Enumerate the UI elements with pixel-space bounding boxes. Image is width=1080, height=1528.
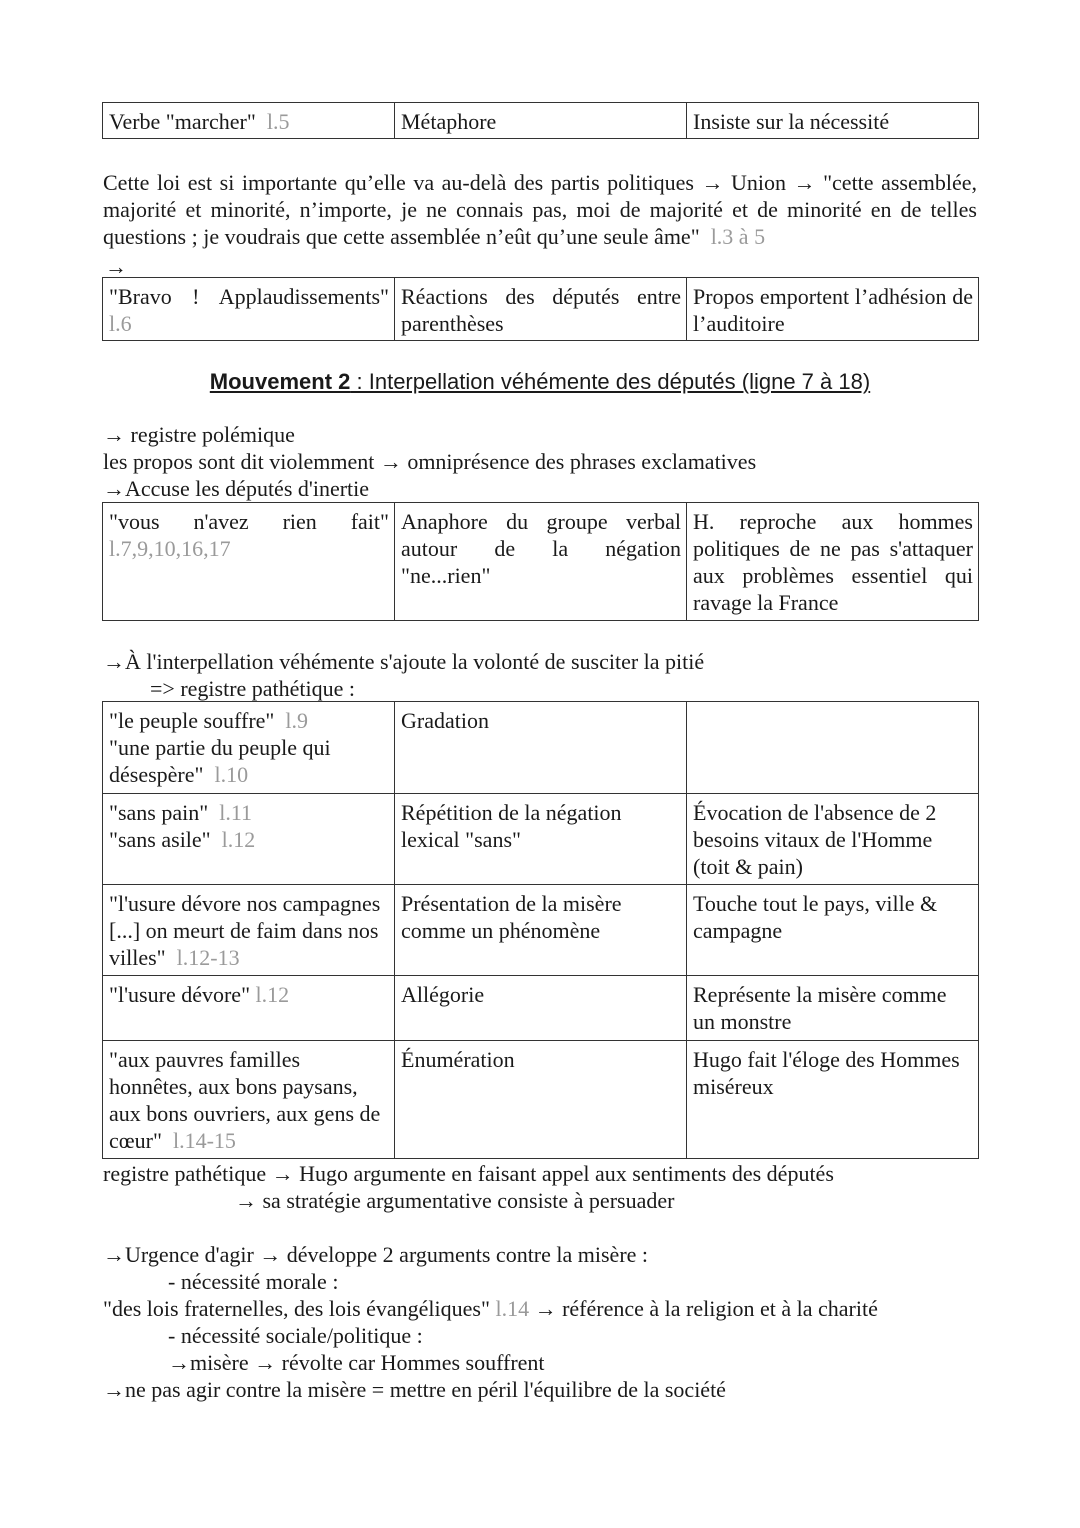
table-cell: Insiste sur la nécessité	[687, 103, 979, 139]
table-row	[103, 1041, 979, 1159]
table-cell: Évocation de l'absence de 2 besoins vitaux de l'Homme (toit & pain)	[687, 794, 979, 885]
table-cell: Hugo fait l'éloge des Hommes miséreux	[687, 1041, 979, 1159]
table-cell: Métaphore	[395, 103, 687, 139]
table-cell: Anaphore du groupe verbal autour de la négation "ne...rien"	[395, 503, 687, 621]
line-ref: l.6	[109, 311, 132, 336]
line-ref: l.12	[255, 982, 290, 1007]
quote-text: "le peuple souffre"	[109, 708, 275, 733]
section-heading	[0, 368, 1080, 395]
table-cell: H. reproche aux hommes politiques de ne pas s'attaquer aux problèmes essentiel qui ravage la France	[687, 503, 979, 621]
line-ref: l.3 à 5	[710, 224, 766, 249]
quote-text: "sans pain"	[109, 800, 209, 825]
table-row	[103, 702, 979, 794]
table-cell	[687, 702, 979, 794]
line-ref: l.5	[266, 109, 290, 134]
text-line: → registre polémique	[103, 422, 295, 447]
text-line: →misère → révolte car Hommes souffrent	[168, 1350, 545, 1375]
text-line: →Urgence d'agir → développe 2 arguments contre la misère :	[103, 1242, 649, 1267]
table-cell: Présentation de la misère comme un phénomène	[395, 885, 687, 976]
quote-text: "des lois fraternelles, des lois évangéliques"	[103, 1296, 490, 1321]
text-line	[103, 1295, 878, 1322]
table-cell	[103, 1041, 395, 1159]
line-ref: l.7,9,10,16,17	[109, 536, 231, 561]
table-cell: Allégorie	[395, 976, 687, 1041]
text-line: →À l'interpellation véhémente s'ajoute la volonté de susciter la pitié	[103, 649, 705, 674]
table-cell	[103, 702, 395, 794]
table-cell: Représente la misère comme un monstre	[687, 976, 979, 1041]
table-row	[103, 976, 979, 1041]
text-line: →ne pas agir contre la misère = mettre en péril l'équilibre de la société	[103, 1377, 726, 1402]
text-line: - nécessité morale :	[168, 1269, 339, 1294]
table-cell	[103, 503, 395, 621]
quote-text: "vous n'avez rien fait"	[109, 509, 389, 534]
quote-text: "une partie du peuple qui désespère"	[109, 735, 331, 787]
table-row	[103, 885, 979, 976]
table-cell: Gradation	[395, 702, 687, 794]
quote-text: Verbe "marcher"	[109, 109, 256, 134]
table-cell: Répétition de la négation lexical "sans"	[395, 794, 687, 885]
table-cell: Propos emportent l’adhésion de l’auditoire	[687, 278, 979, 341]
quote-text: "sans asile"	[109, 827, 211, 852]
quote-text: "l'usure dévore"	[109, 982, 251, 1007]
line-ref: l.9	[285, 708, 309, 733]
table-row	[103, 103, 979, 139]
text-span: → référence à la religion et à la charité	[529, 1296, 878, 1321]
text-line: - nécessité sociale/politique :	[168, 1323, 423, 1348]
text-line: → sa stratégie argumentative consiste à persuader	[235, 1188, 675, 1213]
line-ref: l.10	[214, 762, 249, 787]
quote-text: "l'usure dévore nos campagnes [...] on meurt de faim dans nos villes"	[109, 891, 381, 970]
table-cell	[103, 103, 395, 139]
line-ref: l.14-15	[172, 1128, 236, 1153]
line-ref: l.11	[219, 800, 253, 825]
table-vous-navez-rien-fait	[102, 502, 979, 621]
line-ref: l.12-13	[176, 945, 240, 970]
heading-rest: : Interpellation véhémente des députés (ligne 7 à 18)	[350, 369, 871, 394]
quote-text: "aux pauvres familles honnêtes, aux bons paysans, aux bons ouvriers, aux gens de cœur"	[109, 1047, 381, 1153]
table-row	[103, 794, 979, 885]
table-bravo	[102, 277, 979, 341]
paragraph-text: Cette loi est si importante qu’elle va au-delà des partis politiques → Union → "cette assemblée, majorité et minorité, n’importe, je ne connais pas, moi de majorité et de minorité en de telles questions ; je voudrais que cette assemblée n’eût qu’une seule âme"	[103, 170, 977, 249]
table-cell	[103, 976, 395, 1041]
text-line: registre pathétique → Hugo argumente en faisant appel aux sentiments des députés	[103, 1161, 834, 1186]
text-line: →Accuse les députés d'inertie	[103, 476, 370, 501]
text-line: => registre pathétique :	[150, 676, 356, 701]
table-cell	[103, 278, 395, 341]
line-ref: l.14	[495, 1296, 530, 1321]
table-cell: Touche tout le pays, ville & campagne	[687, 885, 979, 976]
table-cell	[103, 885, 395, 976]
table-registre-pathetique	[102, 701, 979, 1159]
paragraph-union	[103, 169, 977, 250]
table-row	[103, 278, 979, 341]
table-cell: Réactions des députés entre parenthèses	[395, 278, 687, 341]
table-row	[103, 503, 979, 621]
table-verbe-marcher	[102, 102, 979, 139]
table-cell	[103, 794, 395, 885]
line-ref: l.12	[221, 827, 256, 852]
arrow-line: →	[105, 254, 127, 279]
heading-bold: Mouvement 2	[209, 369, 351, 394]
text-line: les propos sont dit violemment → omniprésence des phrases exclamatives	[103, 449, 757, 474]
quote-text: "Bravo ! Applaudissements"	[109, 284, 389, 309]
table-cell: Énumération	[395, 1041, 687, 1159]
